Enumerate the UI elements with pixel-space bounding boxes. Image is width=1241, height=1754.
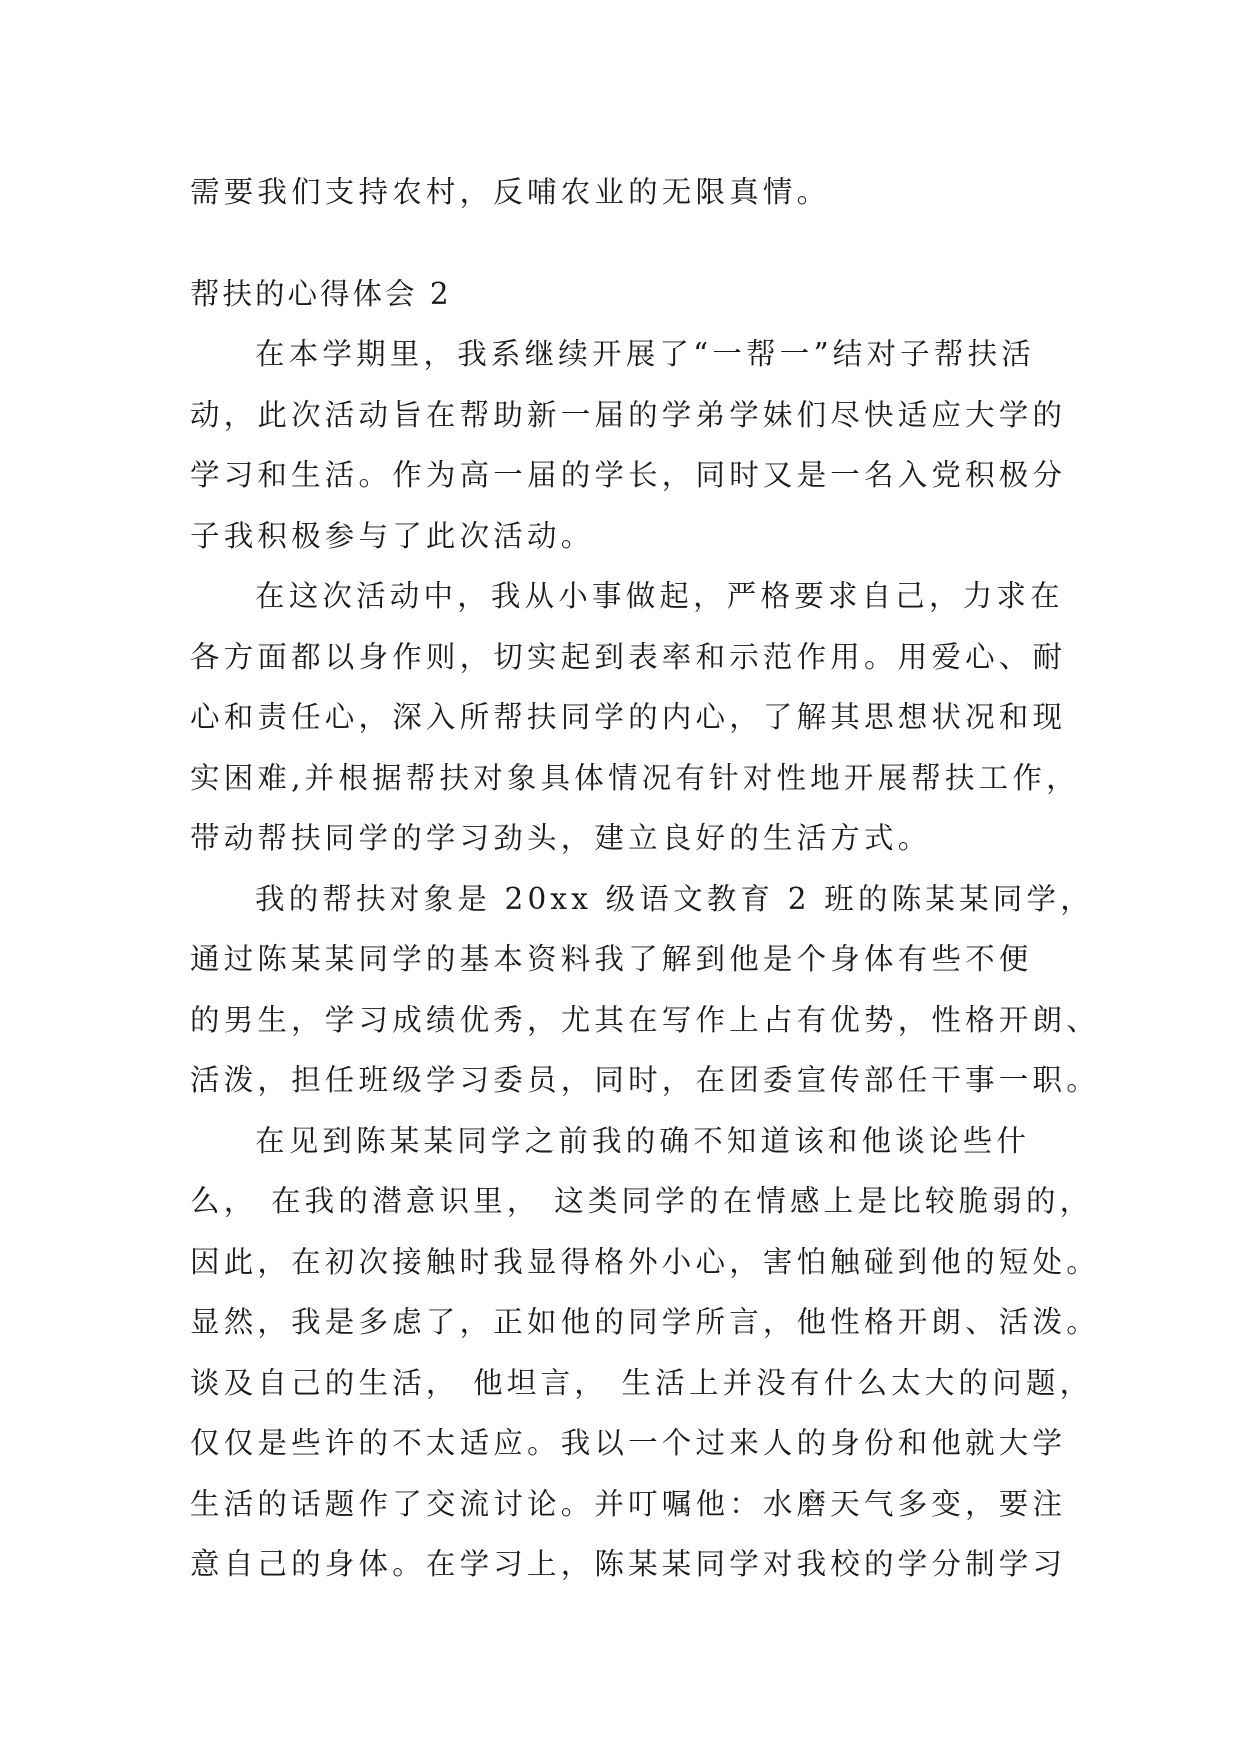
paragraph-2	[190, 566, 1080, 869]
paragraph-line: 在本学期里，我系继续开展了“一帮一”结对子帮扶活	[255, 337, 1035, 371]
paragraph-1	[190, 324, 1067, 566]
paragraph-line: 带动帮扶同学的学习劲头，建立良好的生活方式。	[190, 821, 932, 855]
paragraph-line: 在见到陈某某同学之前我的确不知道该和他谈论些什	[255, 1123, 1031, 1158]
paragraph-4	[190, 1111, 1100, 1595]
paragraph-line: 谈及自己的生活， 他坦言， 生活上并没有什么太大的问题，	[190, 1365, 1094, 1400]
paragraph-line: 意自己的身体。在学习上，陈某某同学对我校的学分制学习	[190, 1547, 1067, 1581]
paragraph-line: 活泼，担任班级学习委员，同时，在团委宣传部任干事一职。	[190, 1063, 1100, 1097]
paragraph-line: 仅仅是些许的不太适应。我以一个过来人的身份和他就大学	[190, 1426, 1067, 1460]
paragraph-line: 么， 在我的潜意识里， 这类同学的在情感上是比较脆弱的，	[190, 1184, 1094, 1218]
paragraph-line: 通过陈某某同学的基本资料我了解到他是个身体有些不便	[190, 942, 1033, 976]
paragraph-line: 子我积极参与了此次活动。	[190, 518, 595, 553]
paragraph-line: 各方面都以身作则，切实起到表率和示范作用。用爱心、耐	[190, 639, 1067, 674]
paragraph-line: 的男生，学习成绩优秀，尤其在写作上占有优势，性格开朗、	[190, 1002, 1100, 1037]
paragraph-line: 动，此次活动旨在帮助新一届的学弟学妹们尽快适应大学的	[190, 397, 1067, 432]
paragraph-line: 生活的话题作了交流讨论。并叮嘱他：水磨天气多变，要注	[190, 1486, 1067, 1521]
paragraph-line: 我的帮扶对象是 20xx 级语文教育 2 班的陈某某同学，	[255, 881, 1094, 916]
paragraph-line: 心和责任心，深入所帮扶同学的内心，了解其思想状况和现	[190, 700, 1067, 734]
paragraph-line: 在这次活动中，我从小事做起，严格要求自己，力求在	[255, 579, 1064, 613]
paragraph-3	[190, 869, 1100, 1111]
lead-line: 需要我们支持农村，反哺农业的无限真情。	[190, 175, 831, 209]
paragraph-line: 显然，我是多虑了，正如他的同学所言，他性格开朗、活泼。	[190, 1305, 1100, 1339]
paragraph-line: 实困难,并根据帮扶对象具体情况有针对性地开展帮扶工作，	[190, 760, 1080, 795]
section-title: 帮扶的心得体会 2	[190, 276, 452, 311]
paragraph-line: 学习和生活。作为高一届的学长，同时又是一名入党积极分	[190, 458, 1067, 492]
paragraph-line: 因此，在初次接触时我显得格外小心，害怕触碰到他的短处。	[190, 1244, 1100, 1279]
document-body	[190, 162, 1100, 1595]
